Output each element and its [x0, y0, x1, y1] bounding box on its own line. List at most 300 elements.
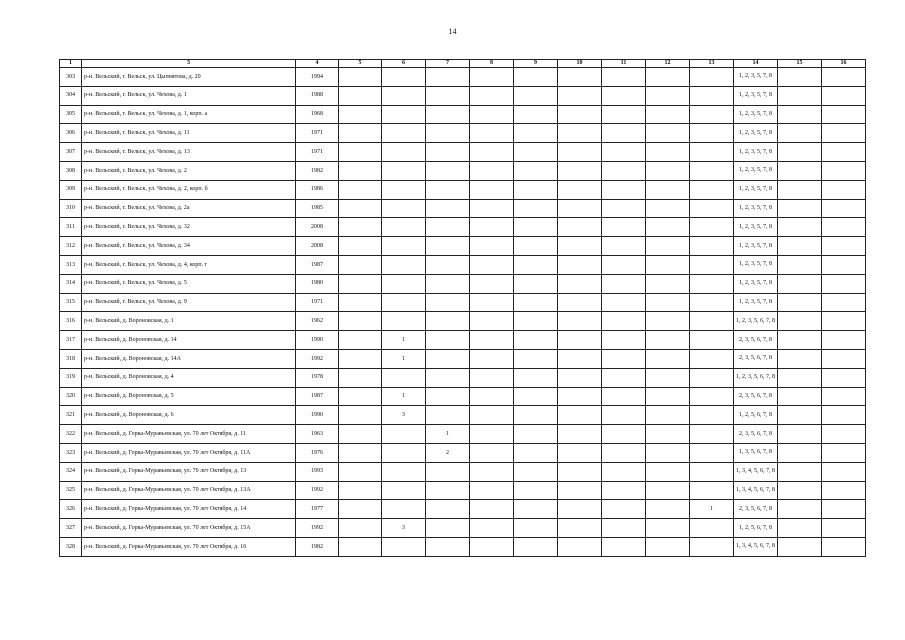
- col-6-cell: [382, 86, 426, 105]
- col-13-cell: [690, 180, 734, 199]
- col-13-cell: 1: [690, 500, 734, 519]
- col-5-cell: [339, 293, 382, 312]
- col-13-cell: [690, 519, 734, 538]
- col-6-cell: 3: [382, 519, 426, 538]
- address-cell: р-н. Вельский, г. Вельск, ул. Чехова, д. 13: [82, 143, 296, 162]
- col-11-cell: [602, 105, 646, 124]
- col-16-cell: [822, 500, 866, 519]
- col-12-cell: [646, 237, 690, 256]
- col-13-cell: [690, 274, 734, 293]
- column-header: 10: [558, 60, 602, 68]
- col-15-cell: [778, 387, 822, 406]
- col-15-cell: [778, 293, 822, 312]
- year-cell: 1993: [296, 462, 339, 481]
- col-13-cell: [690, 481, 734, 500]
- col-7-cell: 1: [426, 425, 470, 444]
- address-cell: р-н. Вельский, д. Горка-Муравьевская, ул. 70 лет Октября, д. 11А: [82, 443, 296, 462]
- col-8-cell: [470, 180, 514, 199]
- col-13-cell: [690, 143, 734, 162]
- col-10-cell: [558, 293, 602, 312]
- col-10-cell: [558, 312, 602, 331]
- row-number-cell: 321: [60, 406, 82, 425]
- col-7-cell: [426, 218, 470, 237]
- col-10-cell: [558, 143, 602, 162]
- col-7-cell: [426, 293, 470, 312]
- col-9-cell: [514, 462, 558, 481]
- row-number-cell: 322: [60, 425, 82, 444]
- col-12-cell: [646, 68, 690, 87]
- col-6-cell: 1: [382, 387, 426, 406]
- year-cell: 2008: [296, 237, 339, 256]
- col-15-cell: [778, 161, 822, 180]
- row-number-cell: 306: [60, 124, 82, 143]
- col-10-cell: [558, 331, 602, 350]
- address-cell: р-н. Вельский, д. Горка-Муравьевская, ул. 70 лет Октября, д. 13: [82, 462, 296, 481]
- year-cell: 1978: [296, 368, 339, 387]
- col-11-cell: [602, 293, 646, 312]
- col-11-cell: [602, 462, 646, 481]
- col-12-cell: [646, 349, 690, 368]
- col-5-cell: [339, 86, 382, 105]
- col-13-cell: [690, 105, 734, 124]
- col-7-cell: [426, 199, 470, 218]
- col-8-cell: [470, 349, 514, 368]
- address-cell: р-н. Вельский, г. Вельск, ул. Чехова, д. 5: [82, 274, 296, 293]
- col-5-cell: [339, 255, 382, 274]
- col-6-cell: [382, 537, 426, 556]
- row-number-cell: 317: [60, 331, 82, 350]
- col-12-cell: [646, 143, 690, 162]
- col-13-cell: [690, 387, 734, 406]
- table-row: [60, 218, 866, 237]
- col-12-cell: [646, 481, 690, 500]
- row-number-cell: 316: [60, 312, 82, 331]
- table-row: [60, 349, 866, 368]
- col-5-cell: [339, 180, 382, 199]
- col-15-cell: [778, 537, 822, 556]
- col-5-cell: [339, 143, 382, 162]
- col-5-cell: [339, 274, 382, 293]
- col-7-cell: 2: [426, 443, 470, 462]
- col-6-cell: [382, 462, 426, 481]
- row-number-cell: 309: [60, 180, 82, 199]
- column-header: 9: [514, 60, 558, 68]
- col-8-cell: [470, 519, 514, 538]
- address-cell: р-н. Вельский, г. Вельск, ул. Цыпнятова, д. 20: [82, 68, 296, 87]
- col-9-cell: [514, 86, 558, 105]
- col-5-cell: [339, 237, 382, 256]
- col-6-cell: [382, 237, 426, 256]
- col-6-cell: [382, 180, 426, 199]
- col-6-cell: [382, 105, 426, 124]
- address-cell: р-н. Вельский, г. Вельск, ул. Чехова, д. 2, корп. б: [82, 180, 296, 199]
- col-13-cell: [690, 68, 734, 87]
- col-5-cell: [339, 387, 382, 406]
- col-13-cell: [690, 443, 734, 462]
- address-cell: р-н. Вельский, г. Вельск, ул. Чехова, д. 2а: [82, 199, 296, 218]
- row-number-cell: 303: [60, 68, 82, 87]
- row-number-cell: 318: [60, 349, 82, 368]
- col-9-cell: [514, 500, 558, 519]
- codes-cell: 1, 2, 3, 5, 7, 8: [734, 161, 778, 180]
- col-7-cell: [426, 406, 470, 425]
- codes-cell: 1, 2, 3, 5, 7, 8: [734, 218, 778, 237]
- codes-cell: 1, 3, 4, 5, 6, 7, 8: [734, 481, 778, 500]
- col-12-cell: [646, 161, 690, 180]
- row-number-cell: 307: [60, 143, 82, 162]
- column-header: 12: [646, 60, 690, 68]
- col-10-cell: [558, 86, 602, 105]
- codes-cell: 1, 2, 3, 5, 7, 8: [734, 68, 778, 87]
- col-5-cell: [339, 124, 382, 143]
- col-12-cell: [646, 368, 690, 387]
- codes-cell: 1, 2, 3, 5, 7, 8: [734, 180, 778, 199]
- col-9-cell: [514, 180, 558, 199]
- col-10-cell: [558, 349, 602, 368]
- year-cell: 1986: [296, 180, 339, 199]
- col-9-cell: [514, 143, 558, 162]
- table-row: [60, 443, 866, 462]
- year-cell: 1992: [296, 481, 339, 500]
- col-8-cell: [470, 199, 514, 218]
- col-6-cell: [382, 425, 426, 444]
- column-header: 16: [822, 60, 866, 68]
- year-cell: 1971: [296, 124, 339, 143]
- col-6-cell: [382, 312, 426, 331]
- col-5-cell: [339, 500, 382, 519]
- col-6-cell: [382, 124, 426, 143]
- col-8-cell: [470, 425, 514, 444]
- codes-cell: 2, 3, 5, 6, 7, 8: [734, 349, 778, 368]
- col-11-cell: [602, 199, 646, 218]
- col-11-cell: [602, 368, 646, 387]
- col-11-cell: [602, 180, 646, 199]
- col-5-cell: [339, 519, 382, 538]
- col-5-cell: [339, 406, 382, 425]
- col-13-cell: [690, 237, 734, 256]
- address-cell: р-н. Вельский, г. Вельск, ул. Чехова, д. 2: [82, 161, 296, 180]
- col-8-cell: [470, 368, 514, 387]
- table-row: [60, 105, 866, 124]
- table-row: [60, 274, 866, 293]
- col-11-cell: [602, 68, 646, 87]
- col-10-cell: [558, 255, 602, 274]
- col-7-cell: [426, 387, 470, 406]
- codes-cell: 2, 3, 5, 6, 7, 8: [734, 425, 778, 444]
- table-row: [60, 68, 866, 87]
- col-16-cell: [822, 274, 866, 293]
- address-cell: р-н. Вельский, г. Вельск, ул. Чехова, д. 9: [82, 293, 296, 312]
- col-6-cell: [382, 68, 426, 87]
- col-13-cell: [690, 349, 734, 368]
- col-9-cell: [514, 425, 558, 444]
- codes-cell: 2, 3, 5, 6, 7, 8: [734, 500, 778, 519]
- col-8-cell: [470, 462, 514, 481]
- col-6-cell: [382, 274, 426, 293]
- col-10-cell: [558, 406, 602, 425]
- col-9-cell: [514, 199, 558, 218]
- col-11-cell: [602, 349, 646, 368]
- col-11-cell: [602, 425, 646, 444]
- table-row: [60, 312, 866, 331]
- codes-cell: 1, 2, 3, 5, 7, 8: [734, 86, 778, 105]
- col-16-cell: [822, 86, 866, 105]
- col-8-cell: [470, 293, 514, 312]
- address-cell: р-н. Вельский, г. Вельск, ул. Чехова, д. 1: [82, 86, 296, 105]
- table-row: [60, 406, 866, 425]
- row-number-cell: 324: [60, 462, 82, 481]
- year-cell: 1968: [296, 105, 339, 124]
- col-10-cell: [558, 537, 602, 556]
- year-cell: 1990: [296, 331, 339, 350]
- col-16-cell: [822, 425, 866, 444]
- col-8-cell: [470, 105, 514, 124]
- address-cell: р-н. Вельский, д. Вороновская, д. 14: [82, 331, 296, 350]
- table-row: [60, 143, 866, 162]
- col-6-cell: [382, 255, 426, 274]
- col-6-cell: 3: [382, 406, 426, 425]
- address-cell: р-н. Вельский, г. Вельск, ул. Чехова, д. 4, корп. г: [82, 255, 296, 274]
- row-number-cell: 327: [60, 519, 82, 538]
- col-15-cell: [778, 180, 822, 199]
- col-7-cell: [426, 237, 470, 256]
- col-9-cell: [514, 218, 558, 237]
- col-7-cell: [426, 68, 470, 87]
- col-6-cell: [382, 368, 426, 387]
- year-cell: 1987: [296, 387, 339, 406]
- col-15-cell: [778, 349, 822, 368]
- col-6-cell: 1: [382, 349, 426, 368]
- col-12-cell: [646, 537, 690, 556]
- col-12-cell: [646, 519, 690, 538]
- col-8-cell: [470, 406, 514, 425]
- col-15-cell: [778, 255, 822, 274]
- row-number-cell: 320: [60, 387, 82, 406]
- col-12-cell: [646, 180, 690, 199]
- col-11-cell: [602, 387, 646, 406]
- col-11-cell: [602, 218, 646, 237]
- col-16-cell: [822, 124, 866, 143]
- address-cell: р-н. Вельский, д. Вороновская, д. 4: [82, 368, 296, 387]
- col-8-cell: [470, 387, 514, 406]
- address-cell: р-н. Вельский, д. Горка-Муравьевская, ул. 70 лет Октября, д. 11: [82, 425, 296, 444]
- codes-cell: 1, 2, 3, 5, 7, 8: [734, 255, 778, 274]
- year-cell: 1971: [296, 143, 339, 162]
- col-5-cell: [339, 443, 382, 462]
- col-12-cell: [646, 86, 690, 105]
- col-8-cell: [470, 237, 514, 256]
- col-16-cell: [822, 387, 866, 406]
- col-10-cell: [558, 68, 602, 87]
- col-7-cell: [426, 274, 470, 293]
- col-9-cell: [514, 519, 558, 538]
- col-11-cell: [602, 161, 646, 180]
- col-12-cell: [646, 274, 690, 293]
- col-7-cell: [426, 519, 470, 538]
- col-8-cell: [470, 274, 514, 293]
- col-16-cell: [822, 218, 866, 237]
- row-number-cell: 305: [60, 105, 82, 124]
- col-7-cell: [426, 368, 470, 387]
- col-15-cell: [778, 443, 822, 462]
- col-13-cell: [690, 368, 734, 387]
- table-row: [60, 86, 866, 105]
- year-cell: 1977: [296, 500, 339, 519]
- col-10-cell: [558, 500, 602, 519]
- table-row: [60, 199, 866, 218]
- col-7-cell: [426, 537, 470, 556]
- address-cell: р-н. Вельский, г. Вельск, ул. Чехова, д. 34: [82, 237, 296, 256]
- col-15-cell: [778, 368, 822, 387]
- col-9-cell: [514, 68, 558, 87]
- table-row: [60, 293, 866, 312]
- table-row: [60, 425, 866, 444]
- row-number-cell: 311: [60, 218, 82, 237]
- col-9-cell: [514, 105, 558, 124]
- col-15-cell: [778, 312, 822, 331]
- col-7-cell: [426, 143, 470, 162]
- codes-cell: 1, 3, 4, 5, 6, 7, 8: [734, 537, 778, 556]
- col-16-cell: [822, 537, 866, 556]
- col-5-cell: [339, 161, 382, 180]
- col-10-cell: [558, 443, 602, 462]
- col-5-cell: [339, 331, 382, 350]
- year-cell: 1987: [296, 255, 339, 274]
- address-cell: р-н. Вельский, г. Вельск, ул. Чехова, д. 11: [82, 124, 296, 143]
- col-16-cell: [822, 519, 866, 538]
- column-header: 6: [382, 60, 426, 68]
- codes-cell: 1, 2, 3, 5, 6, 7, 8: [734, 368, 778, 387]
- col-15-cell: [778, 105, 822, 124]
- col-7-cell: [426, 500, 470, 519]
- row-number-cell: 313: [60, 255, 82, 274]
- col-16-cell: [822, 462, 866, 481]
- table-row: [60, 255, 866, 274]
- col-5-cell: [339, 537, 382, 556]
- col-8-cell: [470, 86, 514, 105]
- col-10-cell: [558, 387, 602, 406]
- column-header: 4: [296, 60, 339, 68]
- col-12-cell: [646, 443, 690, 462]
- col-15-cell: [778, 237, 822, 256]
- row-number-cell: 325: [60, 481, 82, 500]
- col-9-cell: [514, 349, 558, 368]
- col-11-cell: [602, 500, 646, 519]
- col-8-cell: [470, 443, 514, 462]
- col-13-cell: [690, 293, 734, 312]
- col-8-cell: [470, 537, 514, 556]
- address-cell: р-н. Вельский, д. Горка-Муравьевская, ул. 70 лет Октября, д. 16: [82, 537, 296, 556]
- row-number-cell: 308: [60, 161, 82, 180]
- col-12-cell: [646, 255, 690, 274]
- col-11-cell: [602, 143, 646, 162]
- col-15-cell: [778, 274, 822, 293]
- col-10-cell: [558, 124, 602, 143]
- table-row: [60, 481, 866, 500]
- col-12-cell: [646, 425, 690, 444]
- col-13-cell: [690, 312, 734, 331]
- col-15-cell: [778, 425, 822, 444]
- col-5-cell: [339, 68, 382, 87]
- col-12-cell: [646, 312, 690, 331]
- col-10-cell: [558, 199, 602, 218]
- col-7-cell: [426, 349, 470, 368]
- col-12-cell: [646, 500, 690, 519]
- table-row: [60, 500, 866, 519]
- col-11-cell: [602, 237, 646, 256]
- col-15-cell: [778, 68, 822, 87]
- col-10-cell: [558, 368, 602, 387]
- col-15-cell: [778, 481, 822, 500]
- codes-cell: 1, 2, 3, 5, 7, 8: [734, 105, 778, 124]
- row-number-cell: 319: [60, 368, 82, 387]
- row-number-cell: 314: [60, 274, 82, 293]
- col-16-cell: [822, 331, 866, 350]
- table-row: [60, 368, 866, 387]
- year-cell: 1988: [296, 86, 339, 105]
- col-11-cell: [602, 274, 646, 293]
- row-number-cell: 323: [60, 443, 82, 462]
- year-cell: 1980: [296, 274, 339, 293]
- address-cell: р-н. Вельский, д. Горка-Муравьевская, ул. 70 лет Октября, д. 13А: [82, 481, 296, 500]
- col-15-cell: [778, 218, 822, 237]
- col-16-cell: [822, 161, 866, 180]
- col-5-cell: [339, 312, 382, 331]
- codes-cell: 1, 2, 5, 6, 7, 8: [734, 406, 778, 425]
- table-row: [60, 237, 866, 256]
- col-13-cell: [690, 255, 734, 274]
- codes-cell: 1, 2, 3, 5, 7, 8: [734, 274, 778, 293]
- col-11-cell: [602, 312, 646, 331]
- column-header: 15: [778, 60, 822, 68]
- row-number-cell: 304: [60, 86, 82, 105]
- col-12-cell: [646, 331, 690, 350]
- col-7-cell: [426, 161, 470, 180]
- col-12-cell: [646, 406, 690, 425]
- col-12-cell: [646, 124, 690, 143]
- codes-cell: 1, 2, 3, 5, 7, 8: [734, 143, 778, 162]
- col-15-cell: [778, 199, 822, 218]
- year-cell: 1982: [296, 537, 339, 556]
- col-6-cell: [382, 143, 426, 162]
- col-9-cell: [514, 443, 558, 462]
- col-9-cell: [514, 237, 558, 256]
- col-6-cell: [382, 218, 426, 237]
- table-row: [60, 180, 866, 199]
- col-11-cell: [602, 481, 646, 500]
- col-9-cell: [514, 255, 558, 274]
- address-cell: р-н. Вельский, д. Вороновская, д. 5: [82, 387, 296, 406]
- col-16-cell: [822, 255, 866, 274]
- col-13-cell: [690, 406, 734, 425]
- col-10-cell: [558, 519, 602, 538]
- column-header: 1: [60, 60, 82, 68]
- col-11-cell: [602, 443, 646, 462]
- col-9-cell: [514, 312, 558, 331]
- col-15-cell: [778, 406, 822, 425]
- year-cell: 1963: [296, 425, 339, 444]
- col-5-cell: [339, 199, 382, 218]
- col-8-cell: [470, 500, 514, 519]
- col-10-cell: [558, 462, 602, 481]
- col-15-cell: [778, 500, 822, 519]
- col-8-cell: [470, 124, 514, 143]
- col-13-cell: [690, 161, 734, 180]
- col-11-cell: [602, 86, 646, 105]
- col-9-cell: [514, 368, 558, 387]
- col-16-cell: [822, 443, 866, 462]
- col-7-cell: [426, 105, 470, 124]
